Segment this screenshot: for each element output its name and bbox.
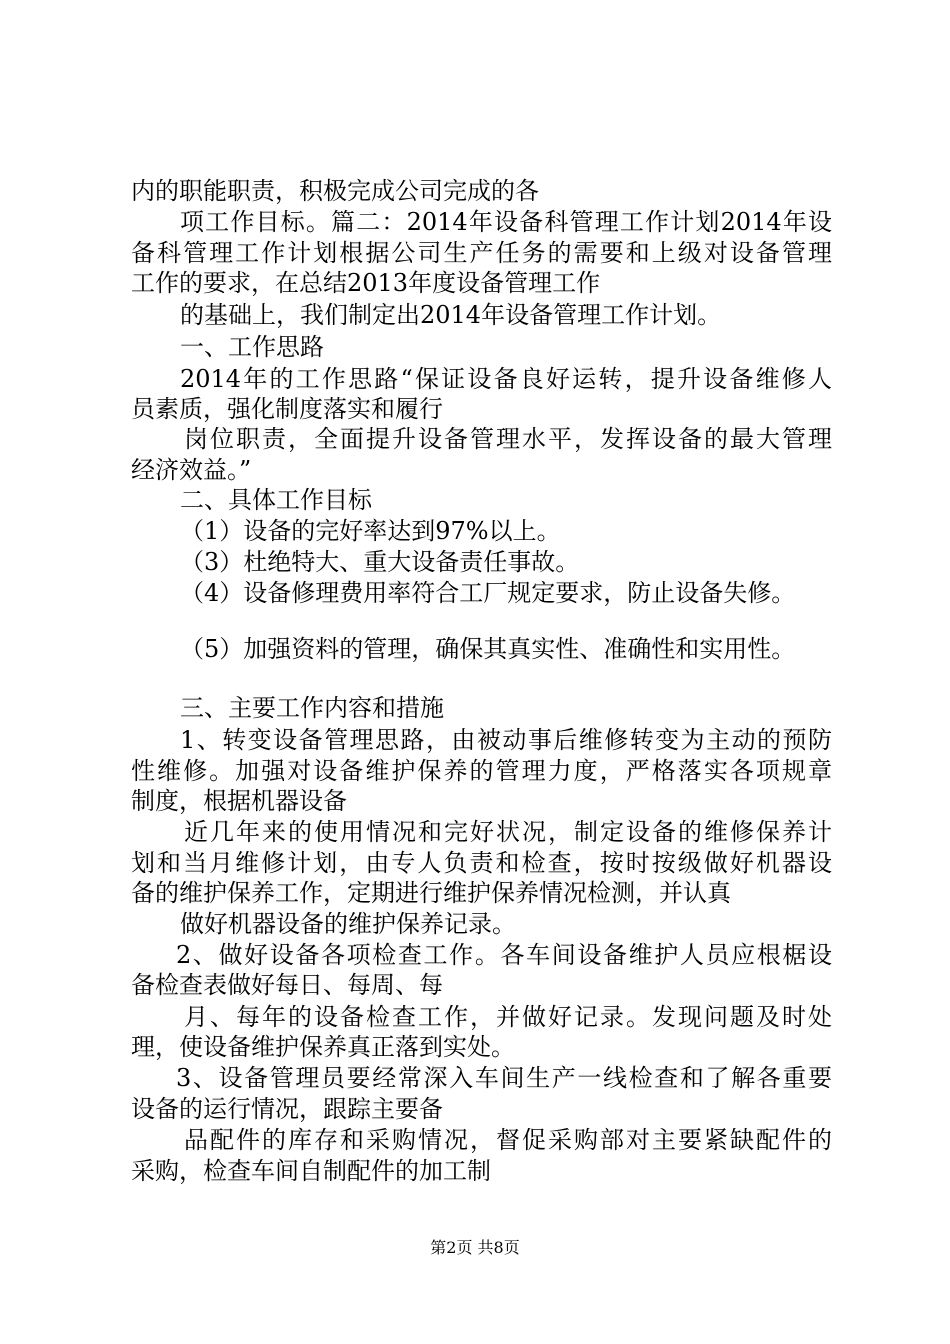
- text-line: 3、设备管理员要经常深入车间生产一线检查和了解各重要: [176, 1064, 832, 1092]
- text-line: 做好机器设备的维护保养记录。: [180, 910, 516, 938]
- list-item: （3）杜绝特大、重大设备责任事故。: [180, 548, 580, 576]
- text-line: 月、每年的设备检查工作，并做好记录。发现问题及时处: [184, 1003, 832, 1031]
- text-line: 2、做好设备各项检查工作。各车间设备维护人员应根椐设: [176, 941, 832, 969]
- text-line: 近几年来的使用情况和完好状况，制定设备的维修保养计: [184, 818, 832, 846]
- section-heading: 三、主要工作内容和措施: [180, 694, 444, 722]
- text-line: 设备的运行情况，跟踪主要备: [131, 1095, 443, 1123]
- text-line: 理，使设备维护保养真正落到实处。: [131, 1033, 515, 1061]
- text-line: 的基础上，我们制定出2014年设备管理工作计划。: [180, 301, 722, 329]
- list-item: （1）设备的完好率达到97%以上。: [180, 517, 561, 545]
- text-line: 经济效益。”: [131, 456, 252, 484]
- text-line: 工作的要求，在总结2013年度设备管理工作: [131, 269, 601, 297]
- text-line: 备科管理工作计划根据公司生产任务的需要和上级对设备管理: [131, 239, 832, 267]
- text-line: 制度，根据机器设备: [131, 787, 347, 815]
- section-heading: 一、工作思路: [180, 333, 324, 361]
- text-line: 品配件的库存和采购情况，督促采购部对主要紧缺配件的: [184, 1126, 832, 1154]
- text-line: 项工作目标。篇二：2014年设备科管理工作计划2014年设: [180, 208, 832, 236]
- text-line: 备的维护保养工作，定期进行维护保养情况检测，并认真: [131, 879, 731, 907]
- list-item: （4）设备修理费用率符合工厂规定要求，防止设备失修。: [180, 579, 796, 607]
- section-heading: 二、具体工作目标: [180, 486, 372, 514]
- text-line: 内的职能职责，积极完成公司完成的各: [131, 177, 539, 205]
- text-line: 采购，检查车间自制配件的加工制: [131, 1157, 491, 1185]
- text-line: 员素质，强化制度落实和履行: [131, 395, 443, 423]
- list-item: （5）加强资料的管理，确保其真实性、准确性和实用性。: [180, 635, 796, 663]
- text-line: 备检查表做好每日、每周、每: [131, 971, 443, 999]
- text-line: 1、转变设备管理思路，由被动事后维修转变为主动的预防: [180, 726, 832, 754]
- text-line: 2014年的工作思路“保证设备良好运转，提升设备维修人: [180, 365, 832, 393]
- page-footer: 第2页 共8页: [430, 1238, 520, 1257]
- text-line: 性维修。加强对设备维护保养的管理力度，严格落实各项规章: [131, 757, 832, 785]
- text-line: 划和当月维修计划，由专人负责和检查，按时按级做好机器设: [131, 849, 832, 877]
- text-line: 岗位职责，全面提升设备管理水平，发挥设备的最大管理: [184, 425, 832, 453]
